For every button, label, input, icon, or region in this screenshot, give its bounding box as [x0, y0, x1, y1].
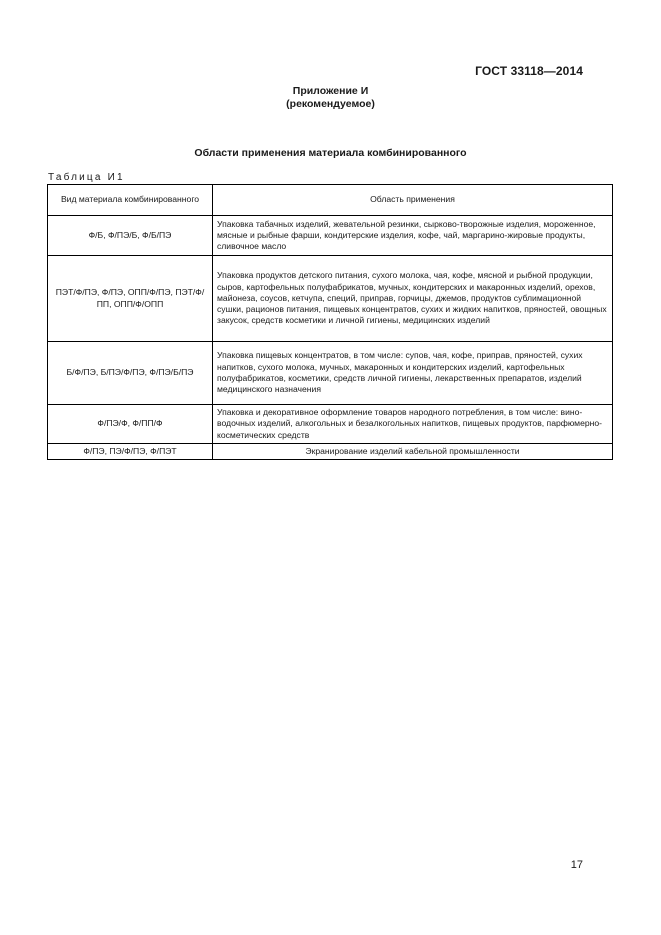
- material-type-cell: Ф/ПЭ/Ф, Ф/ПП/Ф: [48, 405, 213, 444]
- section-title: Области применения материала комбинированного: [194, 147, 467, 159]
- material-type-cell: Б/Ф/ПЭ, Б/ПЭ/Ф/ПЭ, Ф/ПЭ/Б/ПЭ: [48, 342, 213, 405]
- table-row: [48, 443, 613, 459]
- appendix-subtitle: (рекомендуемое): [286, 98, 375, 110]
- application-cell: Экранирование изделий кабельной промышленности: [213, 443, 613, 459]
- application-cell: Упаковка пищевых концентратов, в том числе: супов, чая, кофе, приправ, пряностей, сухих напитков, сухого молока, мучных, макаронных и кондитерских изделий, картофельных полуфабрикатов, косметики, средств личной гигиены, лекарственных препаратов, изделий медицинского назначения: [213, 342, 613, 405]
- appendix-title: Приложение И: [292, 85, 369, 97]
- table-row: [48, 216, 613, 256]
- document-code: ГОСТ 33118—2014: [475, 64, 583, 78]
- appendix-heading: [0, 85, 661, 111]
- application-cell: Упаковка и декоративное оформление товаров народного потребления, в том числе: вино-водочных изделий, алкогольных и безалкогольных напитков, пищевых продуктов, парфюмерно-косметических средств: [213, 405, 613, 444]
- table-row: [48, 256, 613, 342]
- material-type-cell: ПЭТ/Ф/ПЭ, Ф/ПЭ, ОПП/Ф/ПЭ, ПЭТ/Ф/ПП, ОПП/Ф/ОПП: [48, 256, 213, 342]
- material-type-cell: Ф/ПЭ, ПЭ/Ф/ПЭ, Ф/ПЭТ: [48, 443, 213, 459]
- table-row: [48, 342, 613, 405]
- column-header-application: Область применения: [213, 185, 613, 216]
- application-cell: Упаковка продуктов детского питания, сухого молока, чая, кофе, мясной и рыбной продукции, сыров, картофельных полуфабрикатов, мучных, кондитерских и макаронных изделий, орехов, майонеза, соусов, кетчупа, специй, приправ, горчицы, джемов, продуктов сублимационной сушки, рационов питания, пищевых концентратов, сухих и жидких напитков, пряностей, овощных закусок, средств косметики и личной гигиены, медицинских изделий: [213, 256, 613, 342]
- application-table: [47, 184, 613, 460]
- material-type-cell: Ф/Б, Ф/ПЭ/Б, Ф/Б/ПЭ: [48, 216, 213, 256]
- table-header-row: [48, 185, 613, 216]
- page-number: 17: [570, 859, 583, 871]
- column-header-material-type: Вид материала комбинированного: [48, 185, 213, 216]
- table-row: [48, 405, 613, 444]
- table-label: Таблица И1: [48, 172, 125, 183]
- application-cell: Упаковка табачных изделий, жевательной резинки, сырково-творожные изделия, мороженное, мясные и рыбные фарши, кондитерские изделия, кофе, чай, маргарино-жировые продукты, сливочное масло: [213, 216, 613, 256]
